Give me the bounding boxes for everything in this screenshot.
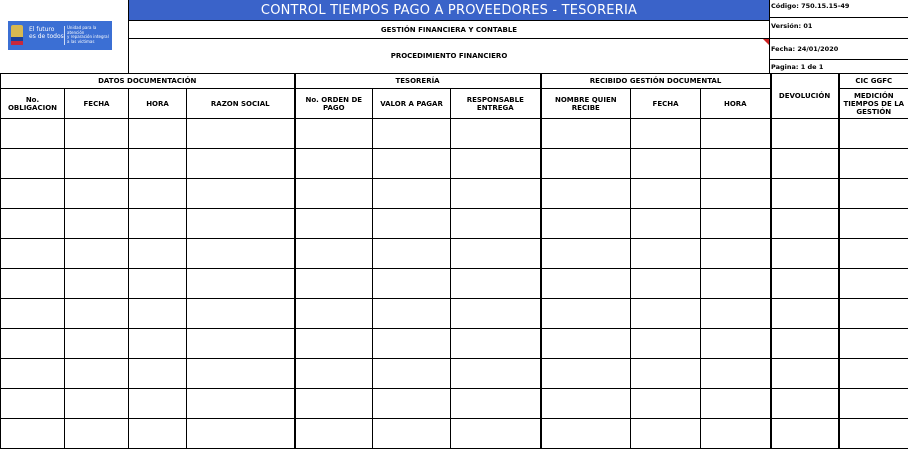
table-cell[interactable] (65, 179, 129, 209)
table-row (1, 149, 908, 179)
table-cell[interactable] (129, 329, 187, 359)
table-cell[interactable] (295, 329, 373, 359)
meta-divider (769, 59, 908, 60)
table-cell[interactable] (65, 389, 129, 419)
table-cell[interactable] (451, 299, 541, 329)
column-fecha-recibido: FECHA (631, 89, 701, 119)
table-body (1, 119, 908, 449)
table-cell[interactable] (541, 119, 631, 149)
table-cell[interactable] (451, 209, 541, 239)
table-cell[interactable] (839, 149, 908, 179)
table-cell[interactable] (129, 149, 187, 179)
table-cell[interactable] (65, 299, 129, 329)
table-cell[interactable] (451, 329, 541, 359)
table-cell[interactable] (187, 209, 295, 239)
table-cell[interactable] (541, 239, 631, 269)
table-row (1, 329, 908, 359)
group-cic-ggfc: CIC GGFC (839, 74, 908, 89)
table-cell[interactable] (65, 359, 129, 389)
table-cell[interactable] (129, 269, 187, 299)
table-cell[interactable] (295, 149, 373, 179)
table-cell[interactable] (839, 239, 908, 269)
table-cell[interactable] (373, 149, 451, 179)
table-cell[interactable] (839, 359, 908, 389)
table-cell[interactable] (631, 359, 701, 389)
column-no-orden-pago: No. ORDEN DE PAGO (295, 89, 373, 119)
table-cell[interactable] (187, 119, 295, 149)
table-cell[interactable] (65, 209, 129, 239)
table-cell[interactable] (1, 269, 65, 299)
table-cell[interactable] (771, 179, 839, 209)
logo-entity-name: Unidad para la atención y reparación integral a las víctimas (67, 25, 109, 44)
table-row (1, 419, 908, 449)
table-cell[interactable] (701, 329, 771, 359)
table-cell[interactable] (631, 269, 701, 299)
table-cell[interactable] (373, 389, 451, 419)
column-valor-a-pagar: VALOR A PAGAR (373, 89, 451, 119)
table-cell[interactable] (631, 179, 701, 209)
table-cell[interactable] (771, 359, 839, 389)
table-row (1, 179, 908, 209)
version-label: Versión: 01 (771, 22, 813, 30)
table-cell[interactable] (129, 299, 187, 329)
table-row (1, 389, 908, 419)
table-row (1, 299, 908, 329)
process-name: GESTIÓN FINANCIERA Y CONTABLE (129, 21, 769, 39)
table-row (1, 269, 908, 299)
logo-slogan: El futuro es de todos (29, 26, 64, 40)
table-cell[interactable] (631, 119, 701, 149)
table-cell[interactable] (129, 209, 187, 239)
table-cell[interactable] (701, 239, 771, 269)
table-cell[interactable] (451, 359, 541, 389)
group-datos-documentacion: DATOS DOCUMENTACIÓN (1, 74, 295, 89)
table-cell[interactable] (187, 239, 295, 269)
table-cell[interactable] (451, 179, 541, 209)
table-cell[interactable] (65, 419, 129, 449)
table-cell[interactable] (65, 329, 129, 359)
table-cell[interactable] (373, 239, 451, 269)
table-cell[interactable] (839, 299, 908, 329)
table-cell[interactable] (295, 299, 373, 329)
table-cell[interactable] (295, 269, 373, 299)
table-cell[interactable] (451, 119, 541, 149)
column-razon-social: RAZON SOCIAL (187, 89, 295, 119)
table-cell[interactable] (631, 419, 701, 449)
table-cell[interactable] (1, 179, 65, 209)
table-cell[interactable] (451, 149, 541, 179)
column-responsable-entrega: RESPONSABLE ENTREGA (451, 89, 541, 119)
table-cell[interactable] (187, 329, 295, 359)
table-cell[interactable] (295, 179, 373, 209)
table-cell[interactable] (701, 419, 771, 449)
table-cell[interactable] (1, 119, 65, 149)
column-nombre-quien-recibe: NOMBRE QUIEN RECIBE (541, 89, 631, 119)
table-cell[interactable] (295, 239, 373, 269)
table-cell[interactable] (631, 209, 701, 239)
table-cell[interactable] (701, 389, 771, 419)
table-cell[interactable] (839, 119, 908, 149)
table-cell[interactable] (631, 389, 701, 419)
table-cell[interactable] (1, 329, 65, 359)
table-cell[interactable] (541, 269, 631, 299)
table-cell[interactable] (373, 419, 451, 449)
table-cell[interactable] (839, 269, 908, 299)
table-cell[interactable] (771, 389, 839, 419)
table-cell[interactable] (839, 419, 908, 449)
table-row (1, 239, 908, 269)
table-cell[interactable] (373, 299, 451, 329)
table-cell[interactable] (1, 209, 65, 239)
table-cell[interactable] (187, 419, 295, 449)
table-cell[interactable] (129, 239, 187, 269)
table-cell[interactable] (1, 299, 65, 329)
table-cell[interactable] (295, 389, 373, 419)
table-cell[interactable] (541, 149, 631, 179)
table-cell[interactable] (701, 149, 771, 179)
table-cell[interactable] (631, 299, 701, 329)
table-cell[interactable] (187, 179, 295, 209)
table-cell[interactable] (839, 179, 908, 209)
table-cell[interactable] (451, 239, 541, 269)
table-cell[interactable] (1, 359, 65, 389)
table-cell[interactable] (541, 419, 631, 449)
table-cell[interactable] (701, 269, 771, 299)
column-devolucion: DEVOLUCIÓN (771, 74, 839, 119)
procedure-name: PROCEDIMIENTO FINANCIERO (390, 52, 508, 60)
date-label: Fecha: 24/01/2020 (771, 45, 839, 53)
table-cell[interactable] (373, 209, 451, 239)
flag-stripe-red (11, 41, 23, 45)
column-fecha: FECHA (65, 89, 129, 119)
table-cell[interactable] (701, 119, 771, 149)
table-cell[interactable] (373, 269, 451, 299)
meta-divider (769, 38, 908, 39)
table-cell[interactable] (631, 329, 701, 359)
code-label: Código: 750.15.15-49 (771, 2, 850, 10)
control-table (0, 73, 908, 449)
table-cell[interactable] (187, 359, 295, 389)
table-cell[interactable] (541, 299, 631, 329)
column-medicion-tiempos: MEDICIÓN TIEMPOS DE LA GESTIÓN (839, 89, 908, 119)
document-title: CONTROL TIEMPOS PAGO A PROVEEDORES - TESORERIA (129, 0, 769, 21)
table-cell[interactable] (373, 359, 451, 389)
table-cell[interactable] (1, 389, 65, 419)
table-cell[interactable] (129, 179, 187, 209)
table-cell[interactable] (65, 119, 129, 149)
group-recibido-gestion: RECIBIDO GESTIÓN DOCUMENTAL (541, 74, 771, 89)
table-cell[interactable] (771, 329, 839, 359)
table-cell[interactable] (771, 149, 839, 179)
column-hora-recibido: HORA (701, 89, 771, 119)
table-cell[interactable] (129, 419, 187, 449)
table-cell[interactable] (187, 299, 295, 329)
table-cell[interactable] (129, 359, 187, 389)
table-cell[interactable] (701, 179, 771, 209)
table-cell[interactable] (187, 269, 295, 299)
table-cell[interactable] (541, 209, 631, 239)
column-hora: HORA (129, 89, 187, 119)
table-cell[interactable] (373, 119, 451, 149)
table-cell[interactable] (839, 209, 908, 239)
table-cell[interactable] (129, 389, 187, 419)
table-cell[interactable] (1, 239, 65, 269)
table-cell[interactable] (771, 119, 839, 149)
table-cell[interactable] (129, 119, 187, 149)
table-cell[interactable] (295, 359, 373, 389)
table-cell[interactable] (541, 359, 631, 389)
table-cell[interactable] (771, 209, 839, 239)
page-label: Pagina: 1 de 1 (771, 63, 824, 71)
table-cell[interactable] (1, 419, 65, 449)
table-row (1, 209, 908, 239)
entity-logo (8, 21, 112, 50)
table-cell[interactable] (839, 389, 908, 419)
table-cell[interactable] (1, 149, 65, 179)
meta-divider (769, 17, 908, 18)
column-no-obligacion: No. OBLIGACION (1, 89, 65, 119)
table-cell[interactable] (541, 179, 631, 209)
group-tesoreria: TESORERÍA (295, 74, 541, 89)
table-cell[interactable] (65, 239, 129, 269)
table-cell[interactable] (701, 299, 771, 329)
table-cell[interactable] (187, 149, 295, 179)
table-cell[interactable] (771, 299, 839, 329)
table-cell[interactable] (187, 389, 295, 419)
table-cell[interactable] (701, 359, 771, 389)
table-cell[interactable] (451, 419, 541, 449)
table-cell[interactable] (451, 389, 541, 419)
table-cell[interactable] (65, 149, 129, 179)
table-cell[interactable] (771, 419, 839, 449)
table-cell[interactable] (541, 329, 631, 359)
table-cell[interactable] (295, 119, 373, 149)
table-cell[interactable] (839, 329, 908, 359)
table-cell[interactable] (373, 329, 451, 359)
table-cell[interactable] (295, 209, 373, 239)
table-cell[interactable] (771, 239, 839, 269)
table-cell[interactable] (541, 389, 631, 419)
table-row (1, 359, 908, 389)
table-cell[interactable] (295, 419, 373, 449)
table-cell[interactable] (631, 239, 701, 269)
logo-divider (64, 26, 65, 45)
table-cell[interactable] (771, 269, 839, 299)
table-cell[interactable] (701, 209, 771, 239)
table-cell[interactable] (631, 149, 701, 179)
table-cell[interactable] (451, 269, 541, 299)
table-cell[interactable] (65, 269, 129, 299)
table-cell[interactable] (373, 179, 451, 209)
table-row (1, 119, 908, 149)
